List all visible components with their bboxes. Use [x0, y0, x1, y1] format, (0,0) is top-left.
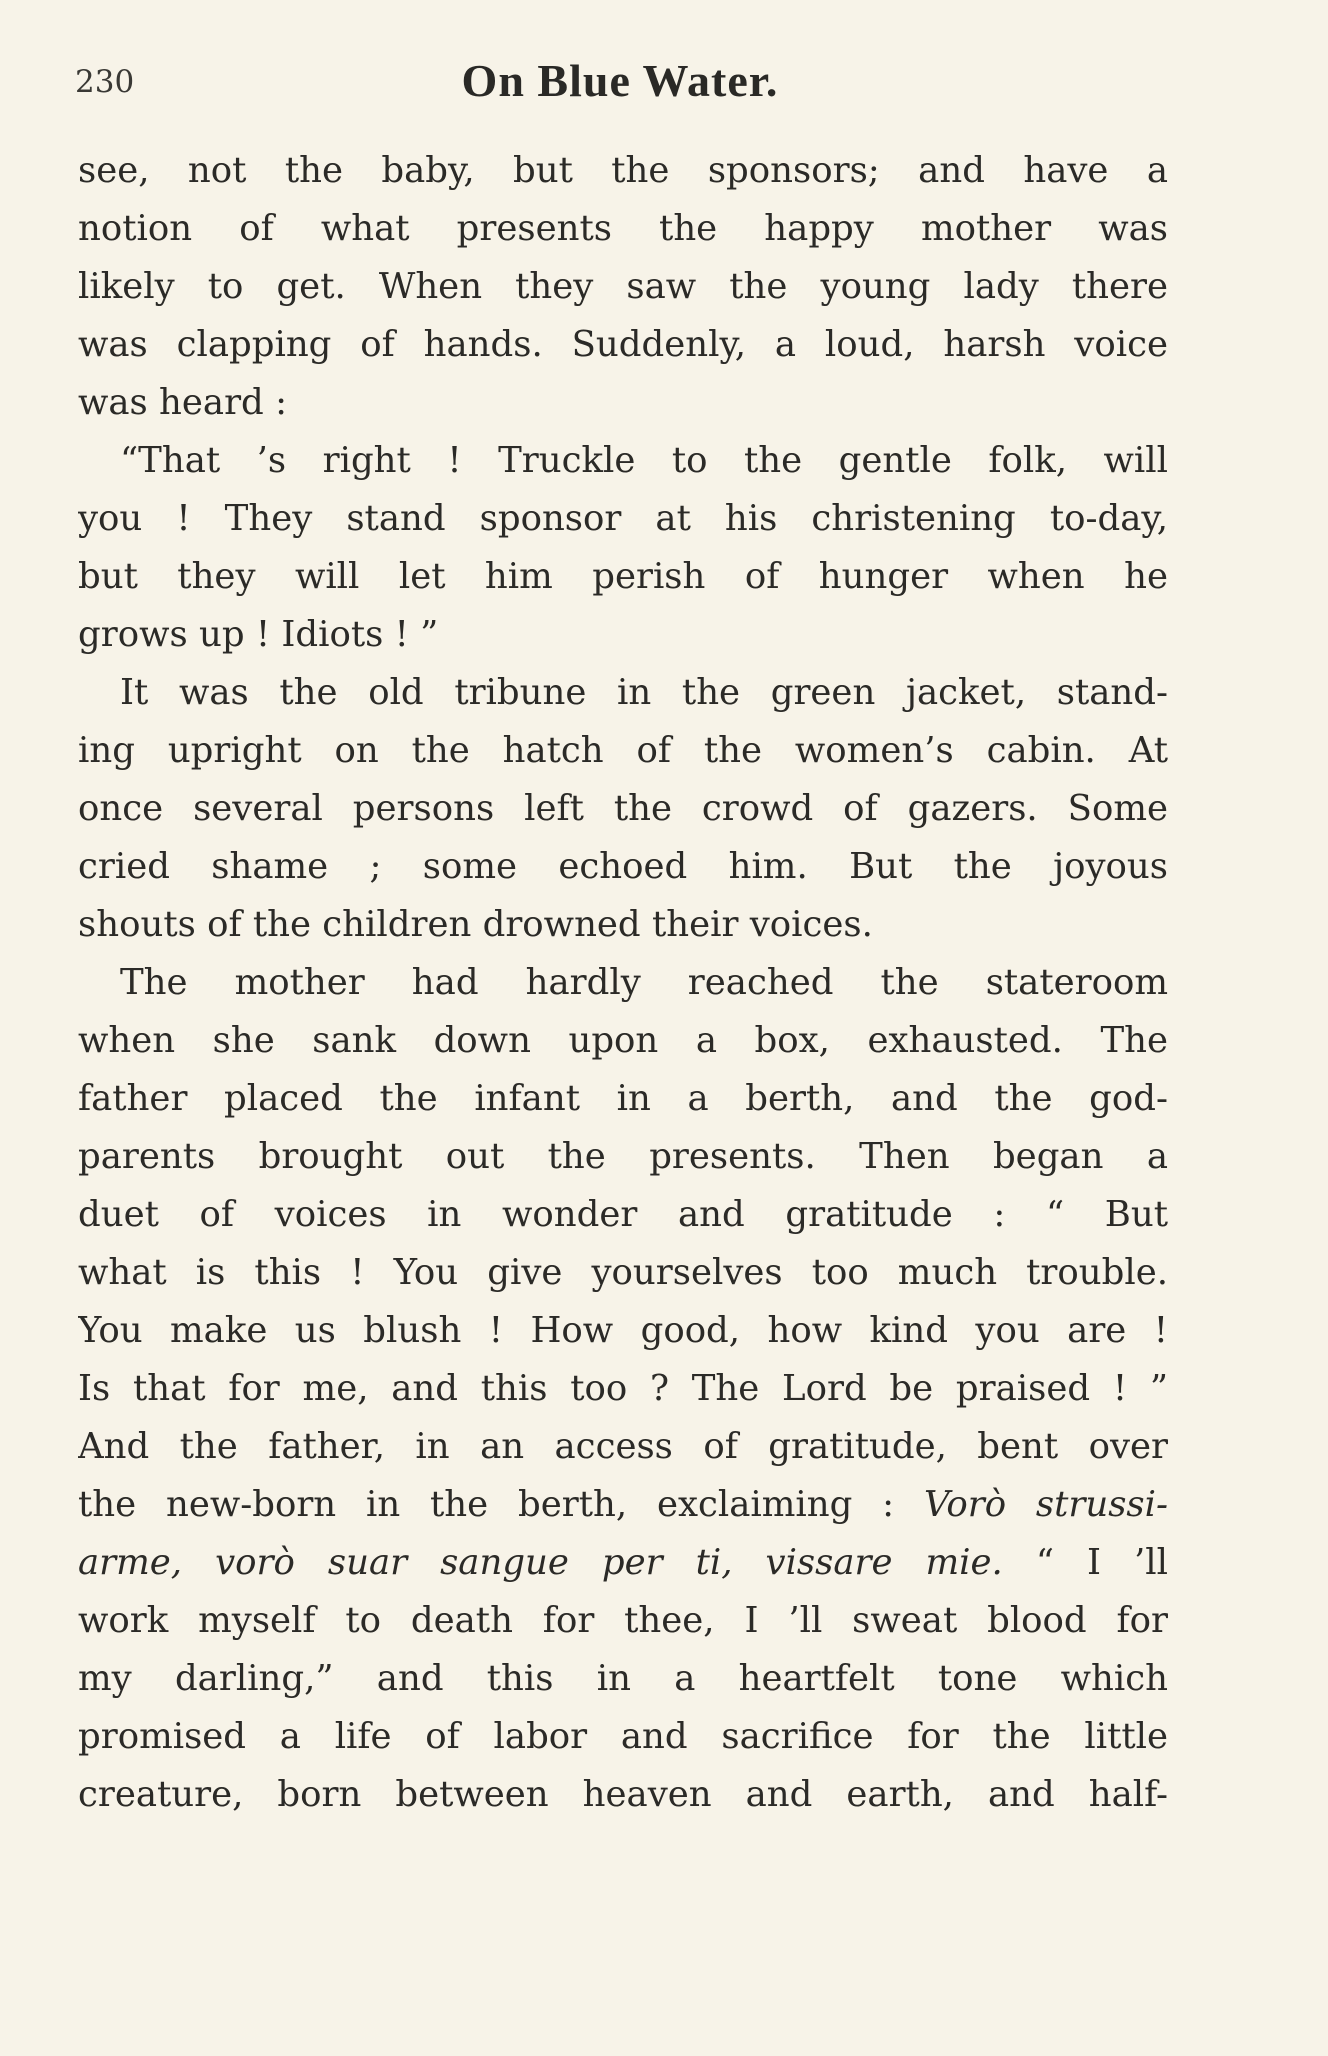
text-line	[78, 664, 1168, 722]
line-text: Is that for me, and this too ? The Lord be praised ! ”	[78, 1368, 1168, 1409]
text-line	[78, 432, 1168, 490]
line-text: what is this ! You give yourselves too much trouble.	[78, 1252, 1168, 1293]
line-text: grows up ! Idiots ! ”	[78, 614, 439, 655]
line-text: work myself to death for thee, I ’ll sweat blood for	[78, 1600, 1168, 1641]
line-text: you ! They stand sponsor at his christening to-day,	[78, 498, 1168, 539]
text-line	[78, 1534, 1168, 1592]
text-line	[78, 1476, 1168, 1534]
line-text: father placed the infant in a berth, and the god-	[78, 1078, 1168, 1119]
line-text: It was the old tribune in the green jacket, stand-	[120, 672, 1168, 713]
text-line	[78, 374, 1168, 432]
line-text: see, not the baby, but the sponsors; and have a	[78, 150, 1168, 191]
line-text: “That ’s right ! Truckle to the gentle folk, will	[120, 440, 1168, 481]
italic-dialect-text: arme, vorò suar sangue per ti, vissare mie.	[78, 1542, 1003, 1583]
text-line	[78, 1418, 1168, 1476]
page-header	[75, 50, 1165, 120]
text-line	[78, 1650, 1168, 1708]
running-title: On Blue Water.	[461, 55, 779, 106]
line-text: You make us blush ! How good, how kind you are !	[78, 1310, 1168, 1351]
line-text: duet of voices in wonder and gratitude : “ But	[78, 1194, 1168, 1235]
line-text: but they will let him perish of hunger when he	[78, 556, 1168, 597]
line-text: parents brought out the presents. Then began a	[78, 1136, 1168, 1177]
line-text-after: “ I ’ll	[1035, 1542, 1168, 1583]
text-line	[78, 1360, 1168, 1418]
text-line	[78, 1070, 1168, 1128]
text-line	[78, 1186, 1168, 1244]
text-line	[78, 142, 1168, 200]
line-text: was clapping of hands. Suddenly, a loud, harsh voice	[78, 324, 1168, 365]
page-number: 230	[75, 64, 135, 100]
text-line	[78, 606, 1168, 664]
text-line	[78, 1766, 1168, 1824]
line-text: The mother had hardly reached the stateroom	[120, 962, 1168, 1003]
line-text: my darling,” and this in a heartfelt tone which	[78, 1658, 1168, 1699]
text-line	[78, 258, 1168, 316]
text-line	[78, 200, 1168, 258]
text-line	[78, 780, 1168, 838]
line-text: And the father, in an access of gratitude, bent over	[78, 1426, 1168, 1467]
line-text: cried shame ; some echoed him. But the joyous	[78, 846, 1168, 887]
text-line	[78, 1592, 1168, 1650]
text-line	[78, 1128, 1168, 1186]
line-text: when she sank down upon a box, exhausted. The	[78, 1020, 1168, 1061]
text-line	[78, 548, 1168, 606]
line-text: creature, born between heaven and earth, and half-	[78, 1774, 1168, 1815]
line-text: the new-born in the berth, exclaiming :	[78, 1484, 895, 1525]
text-line	[78, 490, 1168, 548]
line-text: promised a life of labor and sacrifice for the little	[78, 1716, 1168, 1757]
line-text: ing upright on the hatch of the women’s cabin. At	[78, 730, 1168, 771]
line-text: once several persons left the crowd of gazers. Some	[78, 788, 1168, 829]
text-line	[78, 316, 1168, 374]
italic-dialect-text: Vorò strussi-	[923, 1484, 1168, 1525]
text-line	[78, 896, 1168, 954]
line-text: likely to get. When they saw the young lady there	[78, 266, 1168, 307]
text-line	[78, 1708, 1168, 1766]
text-line	[78, 838, 1168, 896]
line-text: notion of what presents the happy mother was	[78, 208, 1168, 249]
text-line	[78, 722, 1168, 780]
line-text: shouts of the children drowned their voices.	[78, 904, 873, 945]
line-text: was heard :	[78, 382, 288, 423]
body-text	[78, 142, 1168, 1824]
text-line	[78, 1302, 1168, 1360]
text-line	[78, 1012, 1168, 1070]
text-line	[78, 954, 1168, 1012]
text-line	[78, 1244, 1168, 1302]
